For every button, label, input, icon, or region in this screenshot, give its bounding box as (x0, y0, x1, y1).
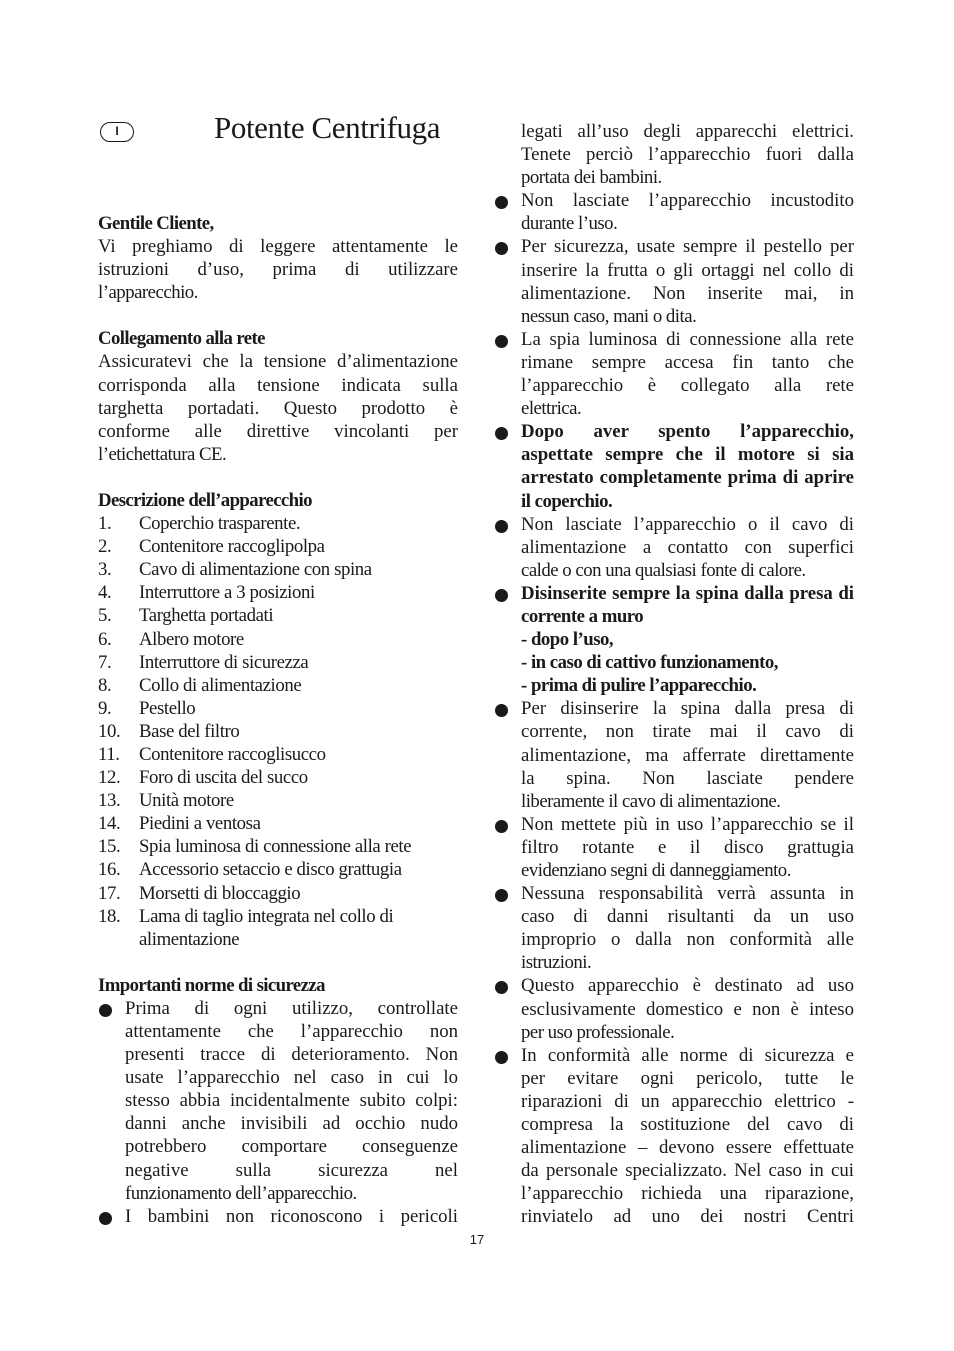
text-line: alimentazione a contatto con superfici (521, 536, 854, 558)
bullet-icon (495, 242, 508, 255)
text-line: l’apparecchio è collegato alla rete (521, 375, 854, 397)
text-line: riparazioni di un apparecchio elettrico - (521, 1090, 854, 1112)
safety-heading: Importanti norme di sicurezza (98, 974, 325, 996)
text-line: Non mettete più in uso l’apparecchio se il (521, 813, 854, 835)
list-item (98, 720, 458, 743)
text-line: nessun caso, mani o dita. (521, 305, 697, 327)
sub-item: - prima di pulire l’apparecchio. (521, 675, 757, 697)
item-label: Interruttore a 3 posizioni (139, 582, 315, 604)
list-item (494, 513, 854, 582)
item-number: 16. (98, 859, 121, 881)
bullet-icon (495, 704, 508, 717)
item-label: Pestello (139, 697, 196, 719)
text-line: per uso professionale. (521, 1021, 675, 1043)
bullet-icon (99, 1004, 112, 1017)
text-line: conforme alle direttive vincolanti per (98, 420, 458, 442)
text-line: attentamente che l’apparecchio non (125, 1021, 458, 1042)
text-line: Non lasciate l’apparecchio incustodito (521, 190, 854, 212)
bullet-icon (495, 889, 508, 902)
text-line: calde o con una qualsiasi fonte di calore. (521, 559, 806, 581)
text-line: caso di danni risultanti da un uso (521, 906, 854, 928)
text-line: elettrica. (521, 398, 582, 420)
bullet-icon (495, 981, 508, 994)
text-line: l’apparecchio. (98, 282, 198, 304)
item-label: Unità motore (139, 790, 234, 812)
item-number: 18. (98, 905, 121, 927)
text-line: alimentazione – devono essere effettuate (521, 1137, 854, 1159)
item-number: 2. (98, 536, 112, 558)
text-line: rimane sempre accesa fin tanto che (521, 351, 854, 373)
text-line: usate l’apparecchio nel caso in cui lo (125, 1067, 458, 1089)
item-number: 12. (98, 767, 121, 789)
text-line: istruzioni d’uso, prima di utilizzare (98, 259, 458, 281)
item-label: alimentazione (139, 928, 240, 950)
list-item (494, 582, 854, 697)
text-line: aspettate sempre che il motore si sia (521, 444, 854, 466)
list-item (98, 766, 458, 789)
text-line: corrente a muro (521, 605, 644, 627)
item-number: 4. (98, 582, 112, 604)
text-line: negative sulla sicurezza nel (125, 1159, 458, 1181)
list-item (494, 974, 854, 1043)
text-line: la spina. Non lasciate pendere (521, 767, 854, 789)
right-column (494, 120, 854, 1229)
item-label: Morsetti di bloccaggio (139, 882, 301, 904)
list-item (494, 235, 854, 327)
left-column (98, 212, 458, 1228)
text-line: esclusivamente domestico e non è inteso (521, 998, 854, 1020)
item-label: Piedini a ventosa (139, 813, 261, 835)
text-line: Per sicurezza, usate sempre il pestello per (521, 236, 854, 258)
text-line: Questo apparecchio è destinato ad uso (521, 975, 854, 997)
connection-text (98, 350, 458, 465)
item-label: Contenitore raccoglipolpa (139, 536, 325, 558)
list-item (98, 882, 458, 905)
item-number: 7. (98, 651, 112, 673)
text-line: durante l’uso. (521, 213, 618, 235)
bullet-icon (495, 196, 508, 209)
text-line: legati all’uso degli apparecchi elettrici. (521, 121, 854, 142)
text-line: filtro rotante e il disco grattugia (521, 836, 854, 858)
list-item (494, 189, 854, 235)
item-label: Cavo di alimentazione con spina (139, 559, 372, 581)
text-line: alimentazione. Non inserite mai, in (521, 282, 854, 304)
list-item (98, 743, 458, 766)
list-item (98, 812, 458, 835)
text-line: alimentazione, ma afferrate direttamente (521, 744, 854, 766)
text-line: portata dei bambini. (521, 167, 662, 189)
bullet-icon (495, 1051, 508, 1064)
text-line: Dopo aver spento l’apparecchio, (521, 421, 854, 443)
list-item (98, 604, 458, 627)
text-line: liberamente il cavo di alimentazione. (521, 790, 781, 812)
item-label: Base del filtro (139, 720, 240, 742)
sub-item: - dopo l’uso, (521, 629, 614, 651)
text-line: per evitare ogni pericolo, tutte le (521, 1067, 854, 1089)
greeting-text (98, 235, 458, 304)
text-line: l’etichettatura CE. (98, 443, 227, 465)
item-number: 11. (98, 743, 120, 765)
text-line: targhetta portadati. Questo prodotto è (98, 397, 458, 419)
text-line: La spia luminosa di connessione alla rete (521, 328, 854, 350)
item-number: 10. (98, 720, 121, 742)
text-line: I bambini non riconoscono i pericoli (125, 1205, 458, 1227)
list-item (98, 789, 458, 812)
list-item (98, 835, 458, 858)
item-label: Lama di taglio integrata nel collo di (139, 905, 394, 927)
item-label: Contenitore raccoglisucco (139, 743, 326, 765)
list-item (98, 1205, 458, 1228)
text-line: corrente, non tirate mai il cavo di (521, 721, 854, 743)
list-item (494, 697, 854, 812)
text-line: il coperchio. (521, 490, 613, 512)
greeting-heading: Gentile Cliente, (98, 213, 214, 234)
parts-list (98, 512, 458, 951)
item-label: Collo di alimentazione (139, 674, 302, 696)
text-line: Prima di ogni utilizzo, controllate (125, 997, 458, 1019)
list-item (98, 558, 458, 581)
sub-item: - in caso di cattivo funzionamento, (521, 652, 778, 674)
text-line: Tenete perciò l’apparecchio fuori dalla (521, 144, 854, 166)
text-line: Per disinserire la spina dalla presa di (521, 698, 854, 720)
text-line: istruzioni. (521, 952, 592, 974)
list-item (98, 628, 458, 651)
safety-list-left (98, 997, 458, 1228)
language-badge: I (100, 122, 134, 142)
text-line: In conformità alle norme di sicurezza e (521, 1044, 854, 1066)
text-line: danni anche invisibili ad occhio nudo (125, 1113, 458, 1135)
text-line: Nessuna responsabilità verrà assunta in (521, 883, 854, 905)
connection-heading: Collegamento alla rete (98, 328, 265, 350)
item-number: 8. (98, 674, 112, 696)
item-label: Foro di uscita del succo (139, 767, 308, 789)
item-number: 15. (98, 836, 121, 858)
text-line: arrestato completamente prima di aprire (521, 467, 854, 489)
text-line: da personale specializzato. Nel caso in cui (521, 1160, 854, 1182)
text-line: inserire la frutta o gli ortaggi nel collo di (521, 259, 854, 281)
description-heading: Descrizione dell’apparecchio (98, 489, 312, 511)
text-line: Vi preghiamo di leggere attentamente le (98, 236, 458, 258)
list-item (494, 1044, 854, 1229)
list-item (98, 535, 458, 558)
text-line: Assicuratevi che la tensione d’alimentazione (98, 351, 458, 373)
item-number: 9. (98, 697, 112, 719)
list-item (494, 328, 854, 420)
page-title: Potente Centrifuga (214, 110, 441, 145)
list-item (494, 882, 854, 974)
text-line: corrisponda alla tensione indicata sulla (98, 374, 458, 396)
list-item (98, 905, 458, 951)
text-line: Non lasciate l’apparecchio o il cavo di (521, 513, 854, 535)
text-line: compresa la sostituzione del cavo di (521, 1114, 854, 1136)
list-item (98, 581, 458, 604)
bullet-icon (495, 520, 508, 533)
item-number: 13. (98, 790, 121, 812)
bullet-icon (495, 427, 508, 440)
item-number: 6. (98, 628, 112, 650)
text-line: evidenziano segni di danneggiamento. (521, 860, 791, 881)
list-item (494, 420, 854, 512)
item-number: 17. (98, 882, 121, 904)
bullet-icon (495, 335, 508, 348)
list-item (494, 813, 854, 882)
list-item (98, 651, 458, 674)
list-item (98, 997, 458, 1205)
item-number: 5. (98, 605, 112, 627)
safety-list-right (494, 189, 854, 1228)
text-line: presenti tracce di deterioramento. Non (125, 1044, 458, 1066)
bullet-icon (99, 1212, 112, 1225)
list-item (98, 697, 458, 720)
text-line: potrebbero comportare conseguenze (125, 1136, 458, 1158)
page-number: 17 (469, 1232, 485, 1247)
item-number: 1. (98, 513, 112, 535)
text-line: Disinserite sempre la spina dalla presa di (521, 582, 854, 604)
list-item (98, 512, 458, 535)
safety-continuation (494, 120, 854, 189)
text-line: funzionamento dell’apparecchio. (125, 1182, 357, 1204)
item-label: Accessorio setaccio e disco grattugia (139, 859, 402, 881)
item-label: Spia luminosa di connessione alla rete (139, 836, 412, 858)
text-line: stesso abbia incidentalmente subito colpi: (125, 1090, 458, 1112)
list-item (98, 674, 458, 697)
text-line: improprio o dalla non conformità alle (521, 929, 854, 951)
item-label: Coperchio trasparente. (139, 513, 301, 535)
item-label: Targhetta portadati (139, 605, 274, 627)
item-label: Interruttore di sicurezza (139, 651, 309, 673)
bullet-icon (495, 589, 508, 602)
list-item (98, 858, 458, 881)
item-number: 3. (98, 559, 112, 581)
text-line: l’apparecchio richieda una riparazione, (521, 1183, 854, 1205)
item-label: Albero motore (139, 628, 244, 650)
bullet-icon (495, 820, 508, 833)
item-number: 14. (98, 813, 121, 835)
text-line: rinviatelo ad uno dei nostri Centri (521, 1206, 854, 1228)
